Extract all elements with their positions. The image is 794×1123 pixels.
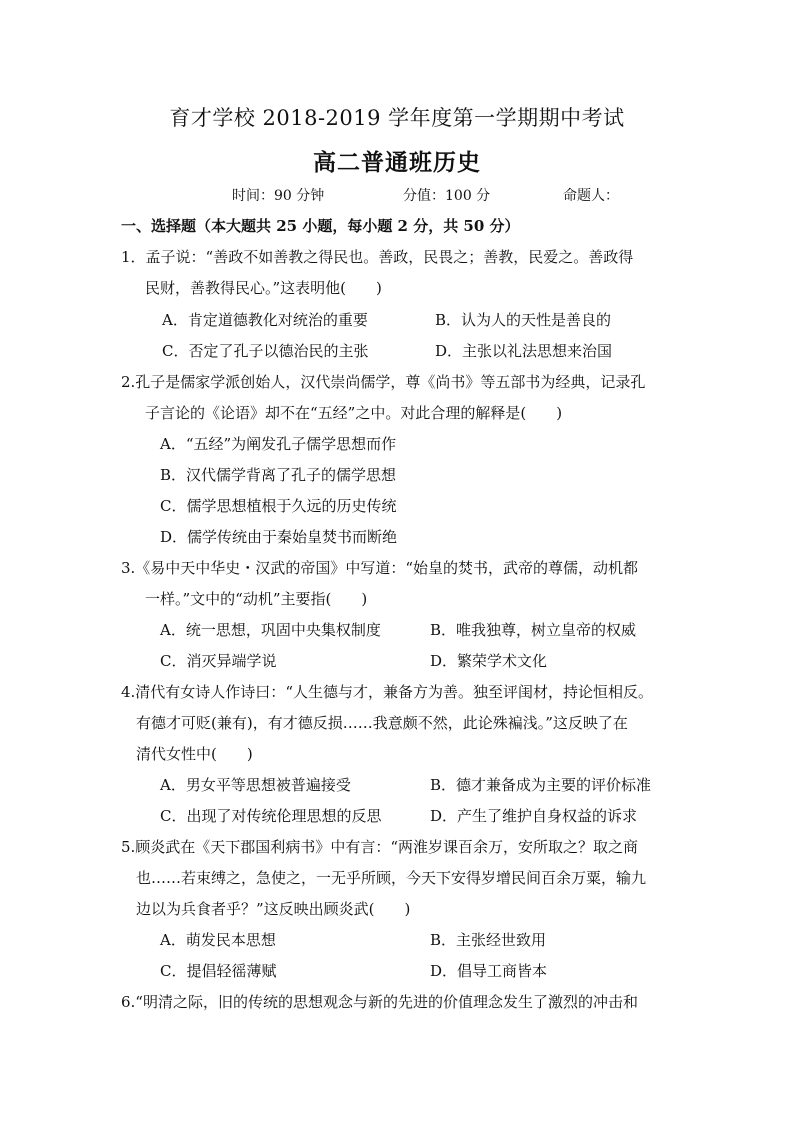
question-3-option-b: B．唯我独尊，树立皇帝的权威: [430, 621, 637, 639]
exam-author: 命题人：: [563, 188, 619, 204]
question-1-option-a: A．肯定道德教化对统治的重要: [162, 311, 368, 329]
section-heading: 一、选择题（本大题共 25 小题，每小题 2 分，共 50 分）: [121, 217, 520, 235]
question-3-line-1: 3.《易中天中华史・汉武的帝国》中写道：“始皇的焚书，武帝的尊儒，动机都: [121, 559, 638, 577]
question-1-line-1: 1．孟子说：“善政不如善教之得民也。善政，民畏之；善教，民爱之。善政得: [121, 248, 634, 266]
question-2-option-c: C．儒学思想植根于久远的历史传统: [160, 497, 397, 515]
question-3-option-a: A．统一思想，巩固中央集权制度: [160, 621, 381, 639]
question-4-option-b: B．德才兼备成为主要的评价标准: [430, 776, 652, 794]
question-5-option-d: D．倡导工商皆本: [430, 962, 548, 980]
question-2-option-d: D．儒学传统由于秦始皇焚书而断绝: [160, 528, 398, 546]
question-3-option-d: D．繁荣学术文化: [430, 652, 548, 670]
question-2-line-2: 子言论的《论语》却不在“五经”之中。对此合理的解释是( ): [145, 404, 563, 422]
question-3-line-2: 一样。”文中的“动机”主要指( ): [145, 590, 368, 608]
question-5-line-1: 5.顾炎武在《天下郡国利病书》中有言：“两淮岁课百余万，安所取之？取之商: [121, 838, 638, 856]
question-5-line-3: 边以为兵食者乎？”这反映出顾炎武( ): [136, 900, 411, 918]
exam-title: 育才学校 2018-2019 学年度第一学期期中考试: [169, 106, 625, 130]
question-4-line-2: 有德才可贬(兼有)，有才德反损……我意颇不然，此论殊褊浅。”这反映了在: [136, 714, 628, 732]
question-5-option-b: B．主张经世致用: [430, 931, 547, 949]
question-4-option-a: A．男女平等思想被普遍接受: [160, 776, 351, 794]
question-4-line-1: 4.清代有女诗人作诗曰：“人生德与才，兼备方为善。独至评闺材，持论恒相反。: [121, 683, 653, 701]
exam-subtitle: 高二普通班历史: [313, 149, 481, 176]
question-1-line-2: 民财，善教得民心。”这表明他( ): [145, 279, 382, 297]
exam-time: 时间：90 分钟: [232, 188, 325, 204]
question-1-option-d: D．主张以礼法思想来治国: [435, 342, 613, 360]
question-6-line-1: 6.“明清之际，旧的传统的思想观念与新的先进的价值理念发生了激烈的冲击和: [121, 993, 638, 1011]
question-5-line-2: 也……若束缚之，急使之，一无乎所顾，今天下安得岁增民间百余万粟，输九: [136, 869, 647, 887]
question-1-option-b: B．认为人的天性是善良的: [435, 311, 612, 329]
question-5-option-a: A．萌发民本思想: [160, 931, 276, 949]
exam-score: 分值：100 分: [403, 188, 491, 204]
question-2-line-1: 2.孔子是儒家学派创始人，汉代崇尚儒学，尊《尚书》等五部书为经典，记录孔: [121, 373, 646, 391]
question-4-option-d: D．产生了维护自身权益的诉求: [430, 807, 638, 825]
question-1-option-c: C．否定了孔子以德治民的主张: [162, 342, 369, 360]
question-3-option-c: C．消灭异端学说: [160, 652, 277, 670]
question-2-option-a: A．“五经”为阐发孔子儒学思想而作: [160, 435, 397, 453]
question-4-line-3: 清代女性中( ): [136, 745, 253, 763]
question-2-option-b: B．汉代儒学背离了孔子的儒学思想: [160, 466, 397, 484]
question-4-option-c: C．出现了对传统伦理思想的反思: [160, 807, 382, 825]
question-5-option-c: C．提倡轻徭薄赋: [160, 962, 277, 980]
